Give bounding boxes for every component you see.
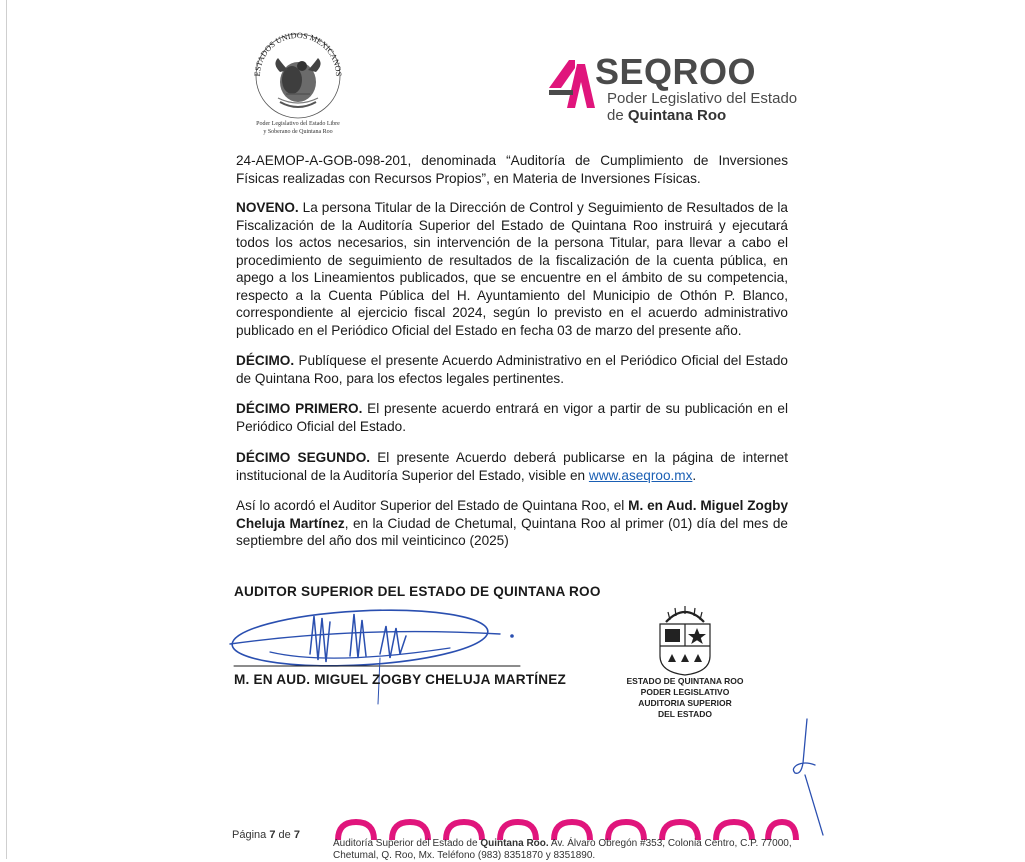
closing-name: M. en Aud. Miguel Zogby Cheluja Martínez [236, 498, 789, 531]
page-number [232, 829, 300, 841]
decimo-segundo-label: DÉCIMO SEGUNDO. [236, 450, 371, 465]
page-label: Página [232, 829, 267, 841]
closing-end: , en la Ciudad de Chetumal, Quintana Roo al primer (01) día del mes de septiembre del año dos mil veinticinco (2025) [236, 515, 788, 548]
logo-line2-prefix: de [607, 107, 624, 124]
handwritten-signature [210, 596, 540, 706]
noveno-label: NOVENO. [236, 200, 299, 215]
paragraph-decimo-primero [236, 400, 788, 435]
decimo-primero-label: DÉCIMO PRIMERO. [236, 401, 363, 416]
stamp-line4: DEL ESTADO [658, 709, 712, 719]
official-stamp [620, 606, 750, 724]
stamp-line2: PODER LEGISLATIVO [640, 687, 730, 697]
decimo-segundo-end: . [692, 467, 697, 483]
seal-caption-line1: Poder Legislativo del Estado Libre [256, 121, 340, 127]
page-total: 7 [293, 829, 300, 841]
footer-decorative-pattern [330, 814, 800, 840]
stamp-line1: ESTADO DE QUINTANA ROO [626, 676, 744, 686]
national-seal [250, 28, 346, 136]
noveno-text: La persona Titular de la Dirección de Control y Seguimiento de Resultados de la Fiscalización de la Auditoría Superior del Estado de Quintana Roo instruirá y ejecutará todos los actos necesarios, sin intervención de la persona Titular, para llevar a cabo el procedimiento de seguimiento de resultados de la fiscalización de la cuenta pública, en apego a los Lineamientos publicados, que se encuentre en el ámbito de su competencia, respecto a la Cuenta Pública del H. Ayuntamiento del Municipio de Othón P. Blanco, correspondiente al ejercicio fiscal 2024, según lo previsto en el acuerdo administrativo publicado en el Periódico Oficial del Estado en fecha 03 de marzo del presente año. [236, 200, 788, 338]
signer-name: M. EN AUD. MIGUEL ZOGBY CHELUJA MARTÍNEZ [234, 672, 566, 687]
signature-title: AUDITOR SUPERIOR DEL ESTADO DE QUINTANA ROO [234, 584, 601, 599]
paragraph-decimo [236, 352, 788, 387]
state-coat-of-arms-icon [656, 606, 714, 676]
decimo-primero-text: El presente acuerdo entrará en vigor a partir de su publicación en el Periódico Oficial del Estado. [236, 401, 788, 434]
paragraph-continuation: 24-AEMOP-A-GOB-098-201, denominada “Auditoría de Cumplimiento de Inversiones Físicas realizadas con Recursos Propios”, en Materia de Inversiones Físicas. [236, 153, 788, 186]
logo-subtitle-line1: Poder Legislativo del Estado [607, 90, 798, 107]
footer-address-bold: Quintana Roo. [480, 838, 549, 849]
page-current: 7 [269, 829, 276, 841]
seal-arc-text: ESTADOS UNIDOS MEXICANOS [252, 30, 344, 77]
footer-address-prefix: Auditoría Superior del Estado de [333, 838, 481, 849]
paragraph-decimo-segundo [236, 449, 788, 484]
closing-start: Así lo acordó el Auditor Superior del Estado de Quintana Roo, el [236, 498, 629, 513]
logo-subtitle-line2 [607, 107, 726, 125]
aseqroo-logo [545, 51, 798, 127]
eagle-seal-icon [250, 28, 346, 120]
footer-address-rest: Av. Álvaro Obregón #353, Colonia Centro, C.P. 77000, Chetumal, Q. Roo, Mx. Teléfono (983) 8351870 y 8351890. [333, 838, 792, 861]
paragraph-noveno [236, 199, 788, 339]
website-link[interactable]: www.aseqroo.mx [588, 467, 693, 483]
paragraph-closing [236, 497, 788, 550]
logo-wordmark: SEQROO [595, 51, 757, 92]
logo-line2-bold: Quintana Roo [627, 107, 727, 124]
footer-address [333, 838, 813, 862]
decimo-label: DÉCIMO. [236, 353, 295, 368]
decimo-segundo-text: El presente Acuerdo deberá publicarse en la página de internet institucional de la Auditoría Superior del Estado, visible en [236, 450, 788, 483]
page-edge-line [6, 0, 7, 859]
page-of: de [278, 829, 291, 841]
stamp-line3: AUDITORIA SUPERIOR [638, 698, 732, 708]
decimo-text: Publíquese el presente Acuerdo Administrativo en el Periódico Oficial del Estado de Quintana Roo, para los efectos legales pertinentes. [236, 353, 788, 386]
seal-caption-line2: y Soberano de Quintana Roo [263, 129, 333, 135]
